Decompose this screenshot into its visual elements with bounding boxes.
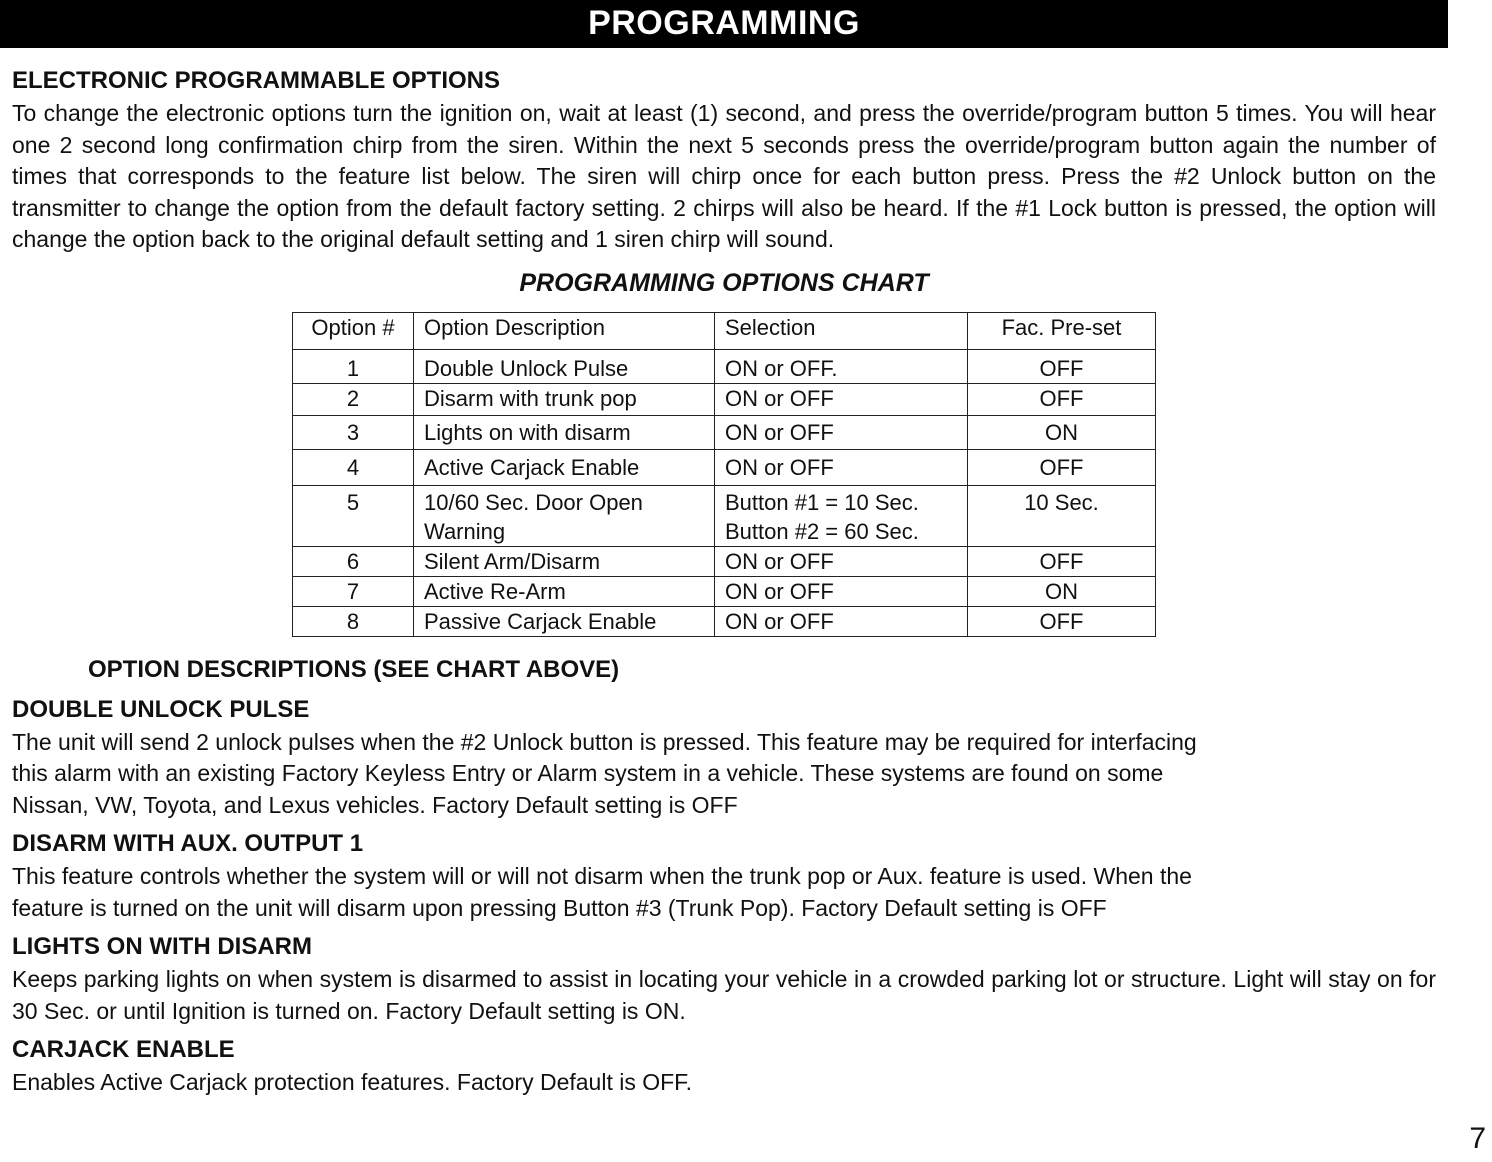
option-description: Double Unlock Pulse — [414, 349, 715, 383]
header-selection: Selection — [715, 312, 968, 349]
option-number: 5 — [293, 485, 414, 546]
table-row — [293, 349, 1156, 383]
description-carjack-enable — [12, 1033, 1436, 1099]
section-heading: DOUBLE UNLOCK PULSE — [12, 695, 310, 723]
option-number: 8 — [293, 606, 414, 636]
page-title-bar — [0, 0, 1448, 48]
option-descriptions-heading: OPTION DESCRIPTIONS (SEE CHART ABOVE) — [88, 655, 620, 683]
option-selection: ON or OFF — [715, 576, 968, 606]
page-number: 7 — [1469, 1122, 1486, 1155]
option-number: 7 — [293, 576, 414, 606]
option-selection: ON or OFF. — [715, 349, 968, 383]
option-number: 3 — [293, 415, 414, 449]
programming-options-table — [292, 312, 1156, 637]
option-preset: OFF — [968, 606, 1156, 636]
option-description: 10/60 Sec. Door Open — [424, 489, 643, 515]
description-lights-on-with-disarm — [12, 930, 1436, 1027]
option-number: 1 — [293, 349, 414, 383]
description-disarm-aux-output — [12, 827, 1436, 924]
option-preset: ON — [968, 415, 1156, 449]
option-preset: 10 Sec. — [968, 485, 1156, 546]
table-header-row — [293, 312, 1156, 349]
description-line: Enables Active Carjack protection features. Factory Default is OFF. — [12, 1069, 693, 1095]
chart-title: PROGRAMMING OPTIONS CHART — [519, 268, 929, 297]
option-description: Active Carjack Enable — [414, 449, 715, 485]
option-selection-continued: Button #2 = 60 Sec. — [725, 518, 919, 544]
section-heading: DISARM WITH AUX. OUTPUT 1 — [12, 830, 364, 857]
option-description: Active Re-Arm — [414, 576, 715, 606]
option-description-cell — [414, 485, 715, 546]
option-selection: ON or OFF — [715, 546, 968, 576]
option-number: 6 — [293, 546, 414, 576]
table-row — [293, 576, 1156, 606]
description-line: Nissan, VW, Toyota, and Lexus vehicles. Factory Default setting is OFF — [12, 791, 738, 818]
section-heading-electronic-options: ELECTRONIC PROGRAMMABLE OPTIONS — [12, 67, 501, 94]
option-description: Passive Carjack Enable — [414, 606, 715, 636]
table-row — [293, 546, 1156, 576]
option-selection: Button #1 = 10 Sec. — [725, 489, 919, 515]
option-selection: ON or OFF — [715, 449, 968, 485]
table-row — [293, 383, 1156, 415]
option-description: Silent Arm/Disarm — [414, 546, 715, 576]
option-preset: OFF — [968, 349, 1156, 383]
option-preset: OFF — [968, 449, 1156, 485]
description-double-unlock-pulse — [12, 693, 1436, 822]
table-row — [293, 485, 1156, 546]
option-preset: ON — [968, 576, 1156, 606]
description-line: The unit will send 2 unlock pulses when the #2 Unlock button is pressed. This feature may be required for interfacing — [12, 728, 1197, 755]
page-content — [12, 64, 1436, 1099]
option-selection-cell — [715, 485, 968, 546]
option-number: 4 — [293, 449, 414, 485]
table-row — [293, 415, 1156, 449]
option-description: Lights on with disarm — [414, 415, 715, 449]
description-line: this alarm with an existing Factory Keyless Entry or Alarm system in a vehicle. These systems are found on some — [12, 760, 1164, 786]
description-line: feature is turned on the unit will disarm upon pressing Button #3 (Trunk Pop). Factory Default setting is OFF — [12, 894, 1107, 921]
header-factory-preset: Fac. Pre-set — [968, 312, 1156, 349]
description-line: This feature controls whether the system will or will not disarm when the trunk pop or Aux. feature is used. When the — [12, 863, 1192, 889]
option-selection: ON or OFF — [715, 415, 968, 449]
option-selection: ON or OFF — [715, 606, 968, 636]
option-preset: OFF — [968, 546, 1156, 576]
table-row — [293, 449, 1156, 485]
description-paragraph: Keeps parking lights on when system is disarmed to assist in locating your vehicle in a crowded parking lot or structure. Light will stay on for 30 Sec. or until Ignition is turned on. Factory Default setting is ON. — [12, 966, 1436, 1024]
option-description: Disarm with trunk pop — [414, 383, 715, 415]
option-description-continued: Warning — [424, 518, 506, 544]
header-option-number: Option # — [293, 312, 414, 349]
section-heading: CARJACK ENABLE — [12, 1036, 235, 1063]
page-title: PROGRAMMING — [588, 4, 860, 42]
table-row — [293, 606, 1156, 636]
option-selection: ON or OFF — [715, 383, 968, 415]
section-heading: LIGHTS ON WITH DISARM — [12, 933, 312, 960]
header-option-description: Option Description — [414, 312, 715, 349]
option-preset: OFF — [968, 383, 1156, 415]
intro-paragraph: To change the electronic options turn the ignition on, wait at least (1) second, and press the override/program button 5 times. You will hear one 2 second long confirmation chirp from the siren. Within the next 5 seconds press the override/program button again the number of times that corresponds to the feature list below. The siren will chirp once for each button press. Press the #2 Unlock button on the transmitter to change the option from the default factory setting. 2 chirps will also be heard. If the #1 Lock button is pressed, the option will change the option back to the original default setting and 1 siren chirp will sound. — [12, 100, 1436, 252]
option-number: 2 — [293, 383, 414, 415]
